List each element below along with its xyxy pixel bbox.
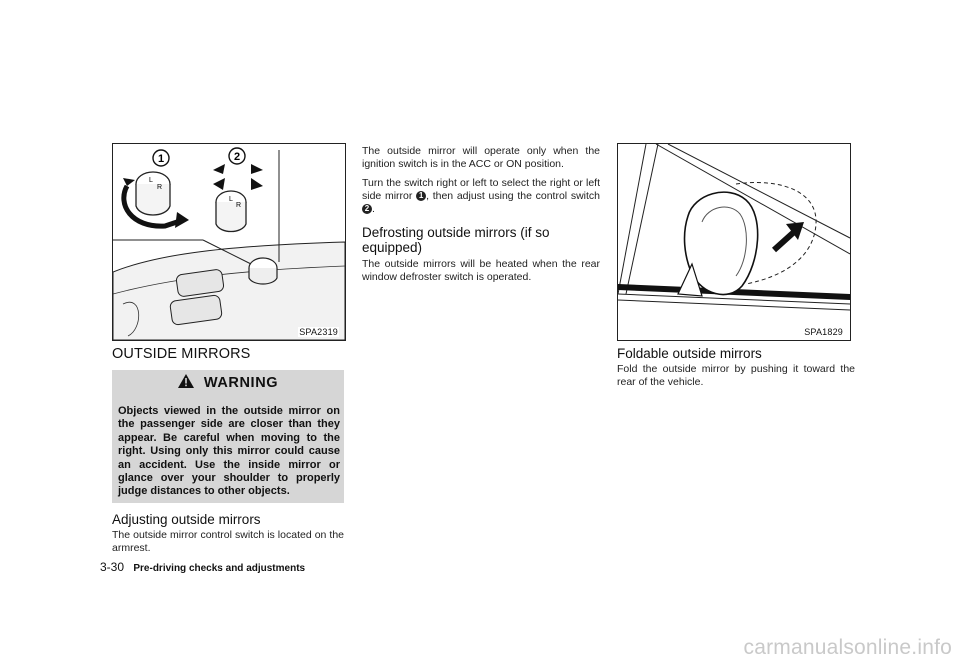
- heading-foldable-mirrors: Foldable outside mirrors: [617, 346, 762, 361]
- warning-triangle-icon: [178, 374, 194, 393]
- mirror-switch-illustration: [113, 144, 345, 340]
- page-number: 3-30: [100, 560, 125, 574]
- warning-box: [112, 370, 344, 503]
- warning-header: [112, 370, 344, 396]
- figure-code-left: SPA2319: [299, 327, 338, 337]
- figure-mirror-switch: [112, 143, 346, 341]
- select-mirror-text: [362, 177, 600, 217]
- svg-text:L: L: [149, 177, 153, 184]
- defrost-text: The outside mirrors will be heated when the rear window defroster switch is operated.: [362, 258, 600, 284]
- foldable-text: Fold the outside mirror by pushing it toward the rear of the vehicle.: [617, 363, 855, 389]
- figure-code-right: SPA1829: [804, 327, 843, 337]
- select-mirror-text-a: Turn the switch right or left to select the right or left side mirror: [362, 177, 600, 203]
- warning-title: WARNING: [203, 375, 279, 391]
- operation-text: The outside mirror will operate only when the ignition switch is in the ACC or ON position.: [362, 145, 600, 171]
- select-mirror-text-c: .: [372, 203, 375, 216]
- figure-foldable-mirror: [617, 143, 851, 341]
- page-footer: [100, 560, 305, 574]
- heading-adjusting-mirrors: Adjusting outside mirrors: [112, 512, 261, 527]
- watermark-text: carmanualsonline.info: [743, 636, 952, 659]
- svg-text:R: R: [157, 184, 163, 191]
- adjusting-text: The outside mirror control switch is located on the armrest.: [112, 529, 344, 555]
- footer-section-title: Pre-driving checks and adjustments: [133, 563, 306, 574]
- callout-2: 2: [233, 151, 241, 163]
- section-title-outside-mirrors: OUTSIDE MIRRORS: [112, 346, 251, 362]
- svg-text:L: L: [229, 196, 233, 203]
- foldable-mirror-illustration: [618, 144, 850, 340]
- callout-1-inline: 1: [416, 191, 426, 201]
- heading-defrosting-mirrors: Defrosting outside mirrors (if so equipped): [362, 225, 550, 255]
- select-mirror-text-b: , then adjust using the control switch: [426, 190, 601, 203]
- callout-2-inline: 2: [362, 204, 372, 214]
- svg-text:R: R: [236, 202, 242, 209]
- callout-1: 1: [157, 153, 165, 165]
- warning-text: Objects viewed in the outside mirror on the passenger side are closer than they appear. Be careful when moving to the right. Using only this mirror could cause an accident. Use the inside mirror or glance over your shoulder to properly judge distances to other objects.: [118, 405, 340, 498]
